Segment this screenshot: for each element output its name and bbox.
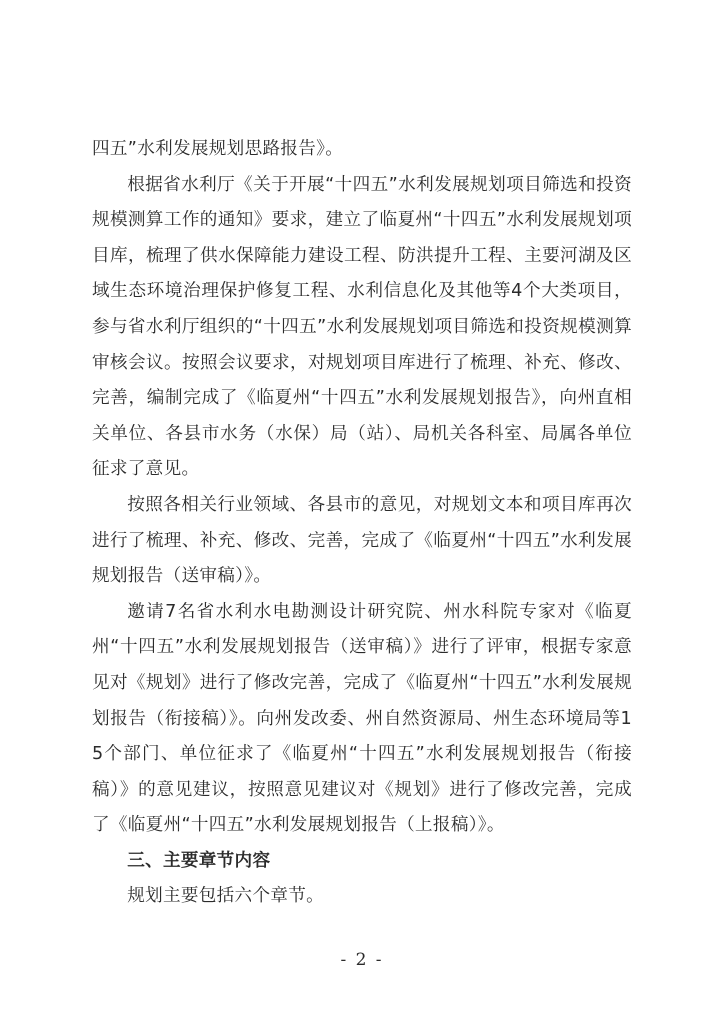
body-text bbox=[92, 132, 632, 915]
page-number: - 2 - bbox=[340, 950, 384, 970]
section-heading: 三、主要章节内容 bbox=[127, 850, 271, 871]
paragraph-expert-review: 邀请7名省水利水电勘测设计研究院、州水科院专家对《临夏州“十四五”水利发展规划报告（送审稿）》进行了评审，根据专家意见对《规划》进行了修改完善，完成了《临夏州“十四五”水利发展规划报告（衔接稿）》。向州发改委、州自然资源局、州生态环境局等15个部门、单位征求了《临夏州“十四五”水利发展规划报告（衔接稿）》的意见建议，按照意见建议对《规划》进行了修改完善，完成了《临夏州“十四五”水利发展规划报告（上报稿）》。 bbox=[92, 601, 632, 836]
paragraph-continuation: 四五”水利发展规划思路报告》。 bbox=[92, 139, 344, 159]
paragraph-chapters: 规划主要包括六个章节。 bbox=[127, 886, 325, 907]
paragraph-project-library: 根据省水利厅《关于开展“十四五”水利发展规划项目筛选和投资规模测算工作的通知》要求，建立了临夏州“十四五”水利发展规划项目库，梳理了供水保障能力建设工程、防洪提升工程、主要河湖及区域生态环境治理保护修复工程、水利信息化及其他等4个大类项目，参与省水利厅组织的“十四五”水利发展规划项目筛选和投资规模测算审核会议。按照会议要求，对规划项目库进行了梳理、补充、修改、完善，编制完成了《临夏州“十四五”水利发展规划报告》，向州直相关单位、各县市水务（水保）局（站）、局机关各科室、局属各单位征求了意见。 bbox=[92, 174, 632, 480]
paragraph-revision: 按照各相关行业领域、各县市的意见，对规划文本和项目库再次进行了梳理、补充、修改、完善，完成了《临夏州“十四五”水利发展规划报告（送审稿）》。 bbox=[92, 494, 632, 587]
